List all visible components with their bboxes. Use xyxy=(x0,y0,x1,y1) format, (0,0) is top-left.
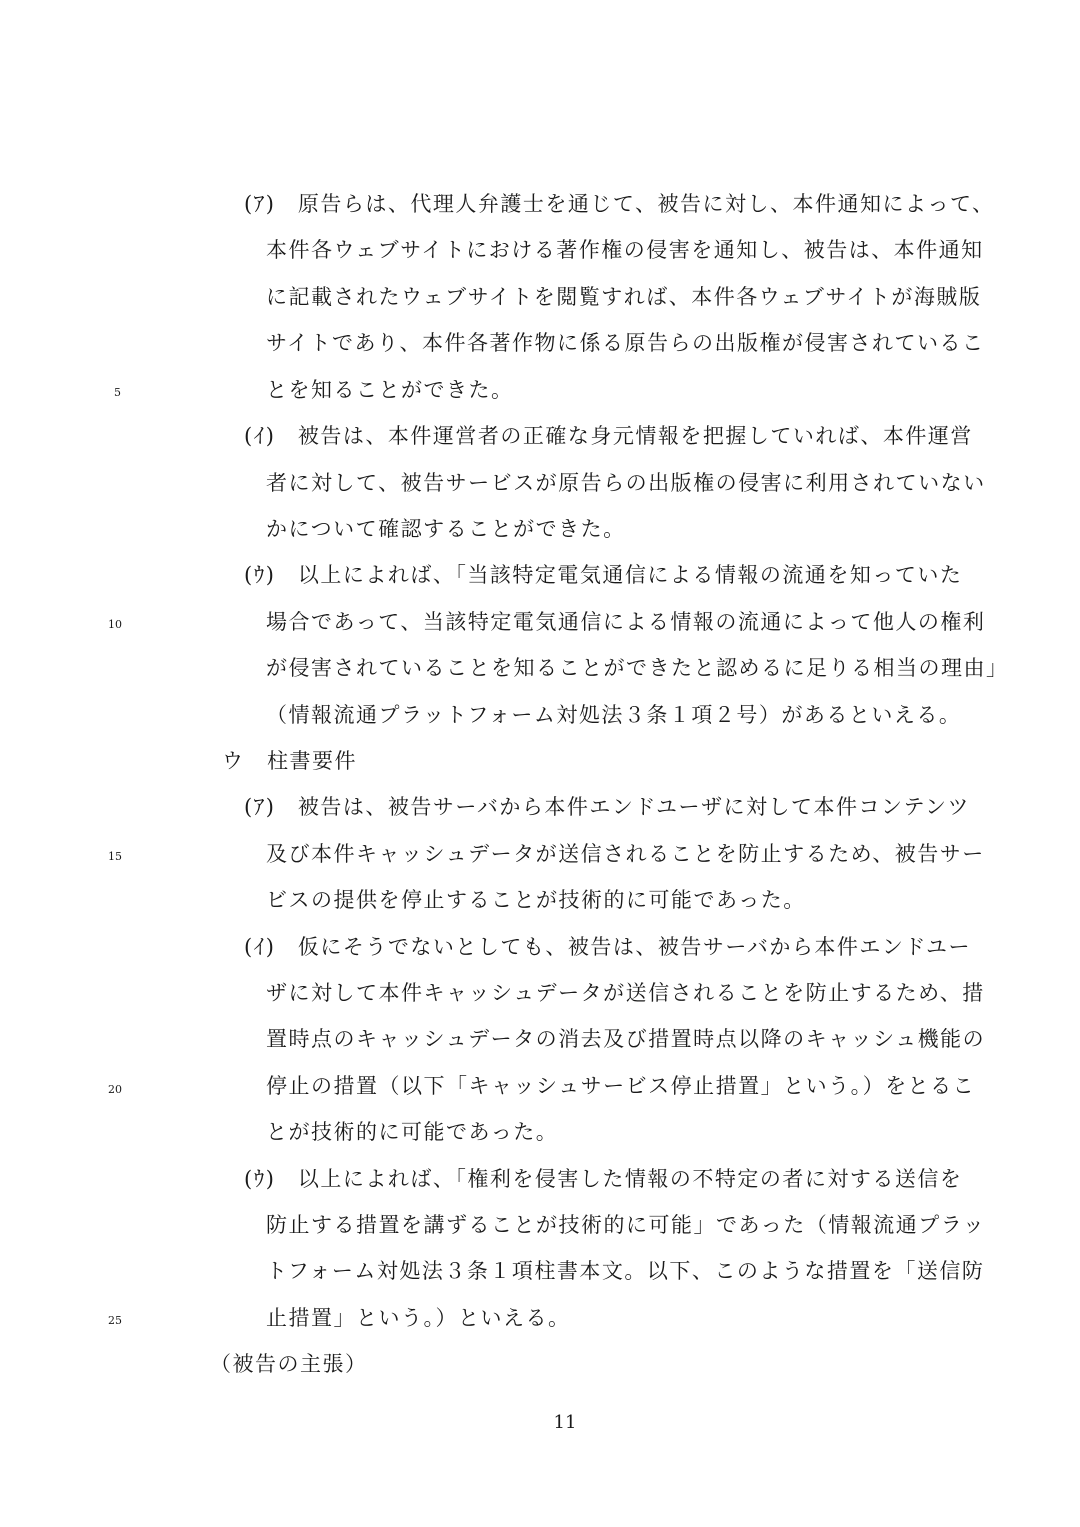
body-line: とを知ることができた。 xyxy=(266,378,514,402)
page-number: 11 xyxy=(553,1412,577,1433)
body-line: ビスの提供を停止することが技術的に可能であった。 xyxy=(266,888,806,912)
body-line: (ｱ) 被告は、被告サーバから本件エンドユーザに対して本件コンテンツ xyxy=(244,795,970,819)
line-number: 10 xyxy=(108,618,122,631)
body-line: 場合であって、当該特定電気通信による情報の流通によって他人の権利 xyxy=(266,610,986,634)
body-line: (ｲ) 仮にそうでないとしても、被告は、被告サーバから本件エンドユー xyxy=(244,935,971,959)
body-line: (ｳ) 以上によれば、「当該特定電気通信による情報の流通を知っていた xyxy=(244,563,963,587)
body-line: サイトであり、本件各著作物に係る原告らの出版権が侵害されているこ xyxy=(266,331,985,355)
body-line: が侵害されていることを知ることができたと認めるに足りる相当の理由」 xyxy=(266,656,1009,680)
body-line: （情報流通プラットフォーム対処法３条１項２号）があるといえる。 xyxy=(266,703,962,727)
body-line: (ｲ) 被告は、本件運営者の正確な身元情報を把握していれば、本件運営 xyxy=(244,424,973,448)
body-line: トフォーム対処法３条１項柱書本文。以下、このような措置を「送信防 xyxy=(266,1259,985,1283)
body-line: 本件各ウェブサイトにおける著作権の侵害を通知し、被告は、本件通知 xyxy=(266,238,984,262)
line-number: 5 xyxy=(114,386,121,399)
body-line: (ｳ) 以上によれば、「権利を侵害した情報の不特定の者に対する送信を xyxy=(244,1167,963,1191)
line-number: 20 xyxy=(108,1083,122,1096)
body-line: 置時点のキャッシュデータの消去及び措置時点以降のキャッシュ機能の xyxy=(266,1027,986,1051)
body-line: 停止の措置（以下「キャッシュサービス停止措置」という。）をとるこ xyxy=(266,1074,976,1098)
section-heading: ウ 柱書要件 xyxy=(222,749,357,773)
body-line: 者に対して、被告サービスが原告らの出版権の侵害に利用されていない xyxy=(266,471,986,495)
body-line: かについて確認することができた。 xyxy=(266,517,626,541)
section-heading: （被告の主張） xyxy=(210,1352,368,1376)
body-line: 及び本件キャッシュデータが送信されることを防止するため、被告サー xyxy=(266,842,985,866)
body-line: に記載されたウェブサイトを閲覧すれば、本件各ウェブサイトが海賊版 xyxy=(266,285,982,309)
body-line: 止措置」という。）といえる。 xyxy=(266,1306,571,1330)
line-number: 25 xyxy=(108,1314,122,1327)
body-line: (ｱ) 原告らは、代理人弁護士を通じて、被告に対し、本件通知によって、 xyxy=(244,192,995,216)
body-line: 防止する措置を講ずることが技術的に可能」であった（情報流通プラッ xyxy=(266,1213,986,1237)
body-line: とが技術的に可能であった。 xyxy=(266,1120,559,1144)
body-line: ザに対して本件キャッシュデータが送信されることを防止するため、措 xyxy=(266,981,985,1005)
line-number: 15 xyxy=(108,850,122,863)
